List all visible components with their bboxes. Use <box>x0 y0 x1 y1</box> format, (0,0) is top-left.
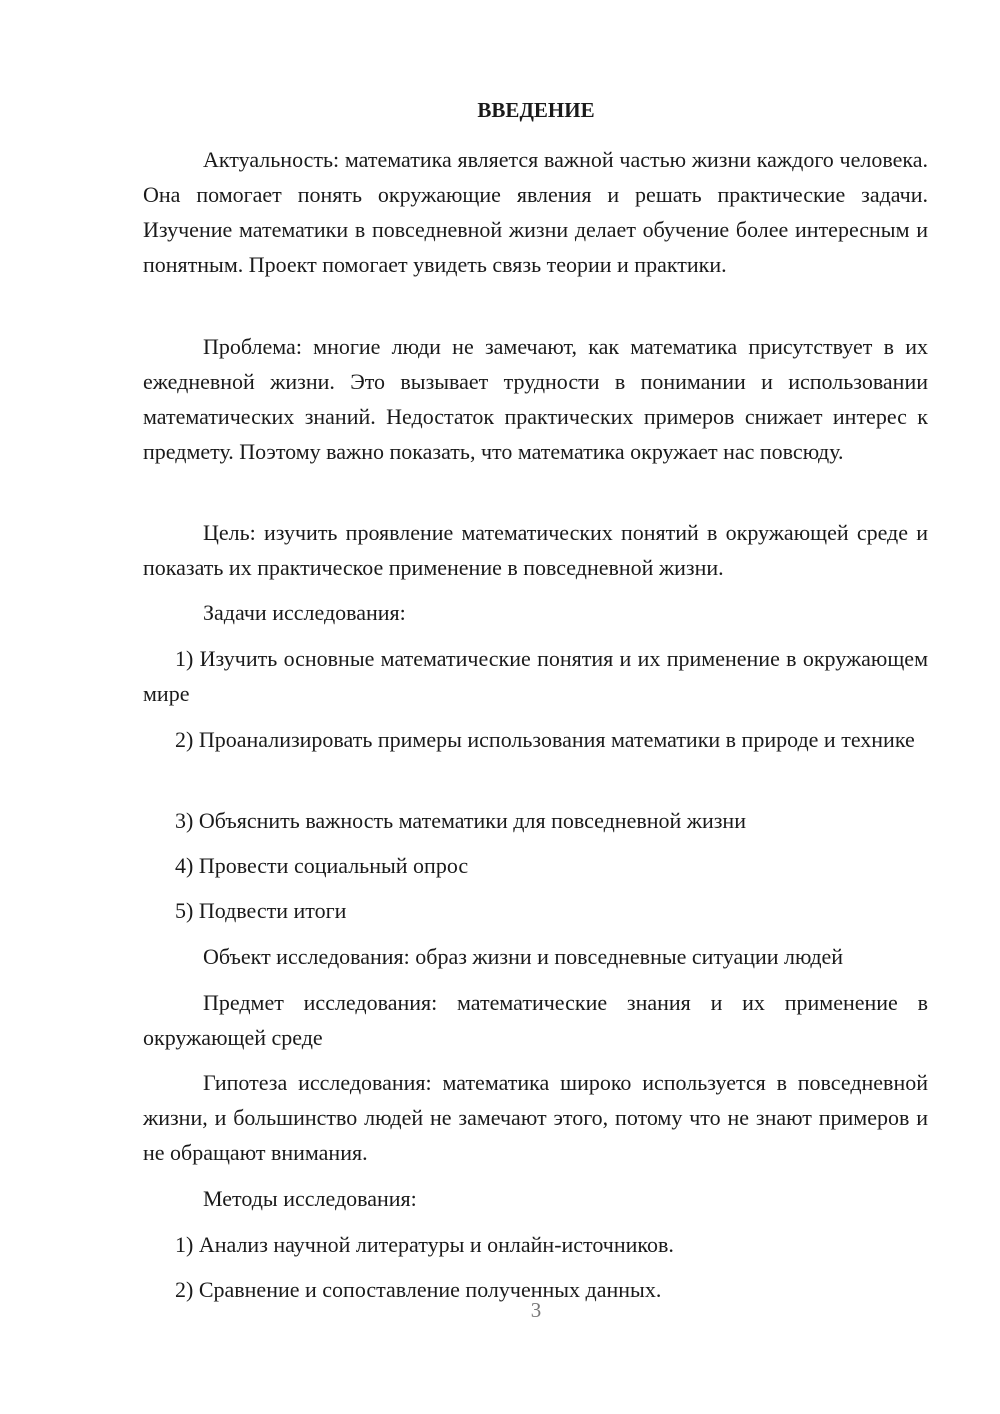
problem-paragraph: Проблема: многие люди не замечают, как математика присутствует в их ежедневной жизни. Это вызывает трудности в понимании и использовании математических знаний. Недостаток практических примеров снижает интерес к предмету. Поэтому важно показать, что математика окружает нас повсюду. <box>143 334 928 464</box>
page-title: ВВЕДЕНИЕ <box>477 98 595 122</box>
task-item: 5) Подвести итоги <box>175 898 347 923</box>
task-item: 2) Проанализировать примеры использования математики в природе и технике <box>175 727 915 752</box>
hypothesis-paragraph: Гипотеза исследования: математика широко используется в повседневной жизни, и большинство людей не замечают этого, потому что не знают примеров и не обращают внимания. <box>143 1070 928 1165</box>
relevance-paragraph: Актуальность: математика является важной частью жизни каждого человека. Она помогает понять окружающие явления и решать практические задачи. Изучение математики в повседневной жизни делает обучение более интересным и понятным. Проект помогает увидеть связь теории и практики. <box>143 147 928 277</box>
task-item: 1) Изучить основные математические понятия и их применение в окружающем мире <box>143 646 928 706</box>
task-item: 4) Провести социальный опрос <box>175 853 469 878</box>
object-paragraph: Объект исследования: образ жизни и повседневные ситуации людей <box>203 944 844 969</box>
method-item: 1) Анализ научной литературы и онлайн-источников. <box>175 1232 674 1257</box>
goal-paragraph: Цель: изучить проявление математических понятий в окружающей среде и показать их практическое применение в повседневной жизни. <box>143 520 928 580</box>
tasks-heading: Задачи исследования: <box>203 600 406 625</box>
subject-paragraph: Предмет исследования: математические знания и их применение в окружающей среде <box>143 990 928 1050</box>
methods-heading: Методы исследования: <box>203 1186 417 1211</box>
method-item: 2) Сравнение и сопоставление полученных данных. <box>175 1277 662 1302</box>
page-number: 3 <box>530 1298 542 1322</box>
task-item: 3) Объяснить важность математики для повседневной жизни <box>175 808 746 833</box>
